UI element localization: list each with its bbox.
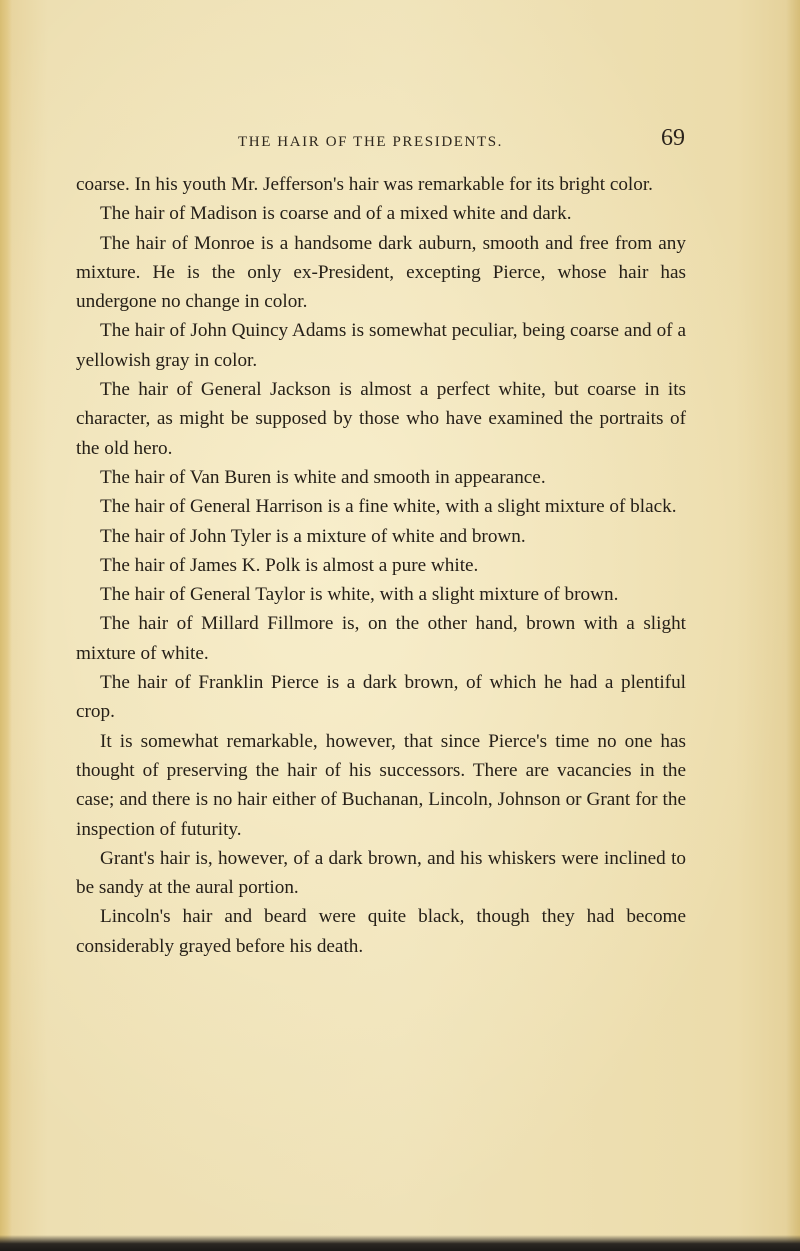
paragraph-van-buren: The hair of Van Buren is white and smooth in appearance. <box>100 466 546 488</box>
page-number: 69 <box>661 125 685 151</box>
paragraph-jackson: The hair of General Jackson is almost a perfect white, but coarse in its character, as might be supposed by those who have examined the portraits of the old hero. <box>76 379 686 459</box>
paragraph-tyler: The hair of John Tyler is a mixture of white and brown. <box>100 525 526 547</box>
paragraph-successors: It is somewhat remarkable, however, that since Pierce's time no one has thought of preserving the hair of his successors. There are vacancies in the case; and there is no hair either of Buchanan, Lincoln, Johnson or Grant for the inspection of futurity. <box>76 730 686 840</box>
paragraph-madison: The hair of Madison is coarse and of a mixed white and dark. <box>100 203 572 225</box>
paragraph-grant: Grant's hair is, however, of a dark brown, and his whiskers were inclined to be sandy at the aural portion. <box>76 847 686 899</box>
paragraph-lincoln: Lincoln's hair and beard were quite black, though they had become considerably grayed before his death. <box>76 906 686 957</box>
paragraph-polk: The hair of James K. Polk is almost a pure white. <box>100 554 479 576</box>
paragraph-john-quincy-adams: The hair of John Quincy Adams is somewhat peculiar, being coarse and of a yellowish gray in color. <box>76 320 686 371</box>
page-left-edge <box>0 0 12 1251</box>
paragraph-jefferson: coarse. In his youth Mr. Jefferson's hair was remarkable for its bright color. <box>76 174 653 195</box>
paragraph-fillmore: The hair of Millard Fillmore is, on the other hand, brown with a slight mixture of white. <box>76 613 686 664</box>
body-text <box>76 170 686 961</box>
page-right-edge <box>786 0 800 1251</box>
page-header <box>130 125 685 161</box>
paragraph-pierce: The hair of Franklin Pierce is a dark brown, of which he had a plentiful crop. <box>76 672 686 723</box>
page-bottom-edge <box>0 1235 800 1251</box>
paragraph-taylor: The hair of General Taylor is white, with a slight mixture of brown. <box>100 584 619 606</box>
paragraph-harrison: The hair of General Harrison is a fine white, with a slight mixture of black. <box>100 496 677 518</box>
paragraph-monroe: The hair of Monroe is a handsome dark auburn, smooth and free from any mixture. He is the only ex-President, excepting Pierce, whose hair has undergone no change in color. <box>76 232 686 313</box>
running-title: THE HAIR OF THE PRESIDENTS. <box>238 134 504 150</box>
